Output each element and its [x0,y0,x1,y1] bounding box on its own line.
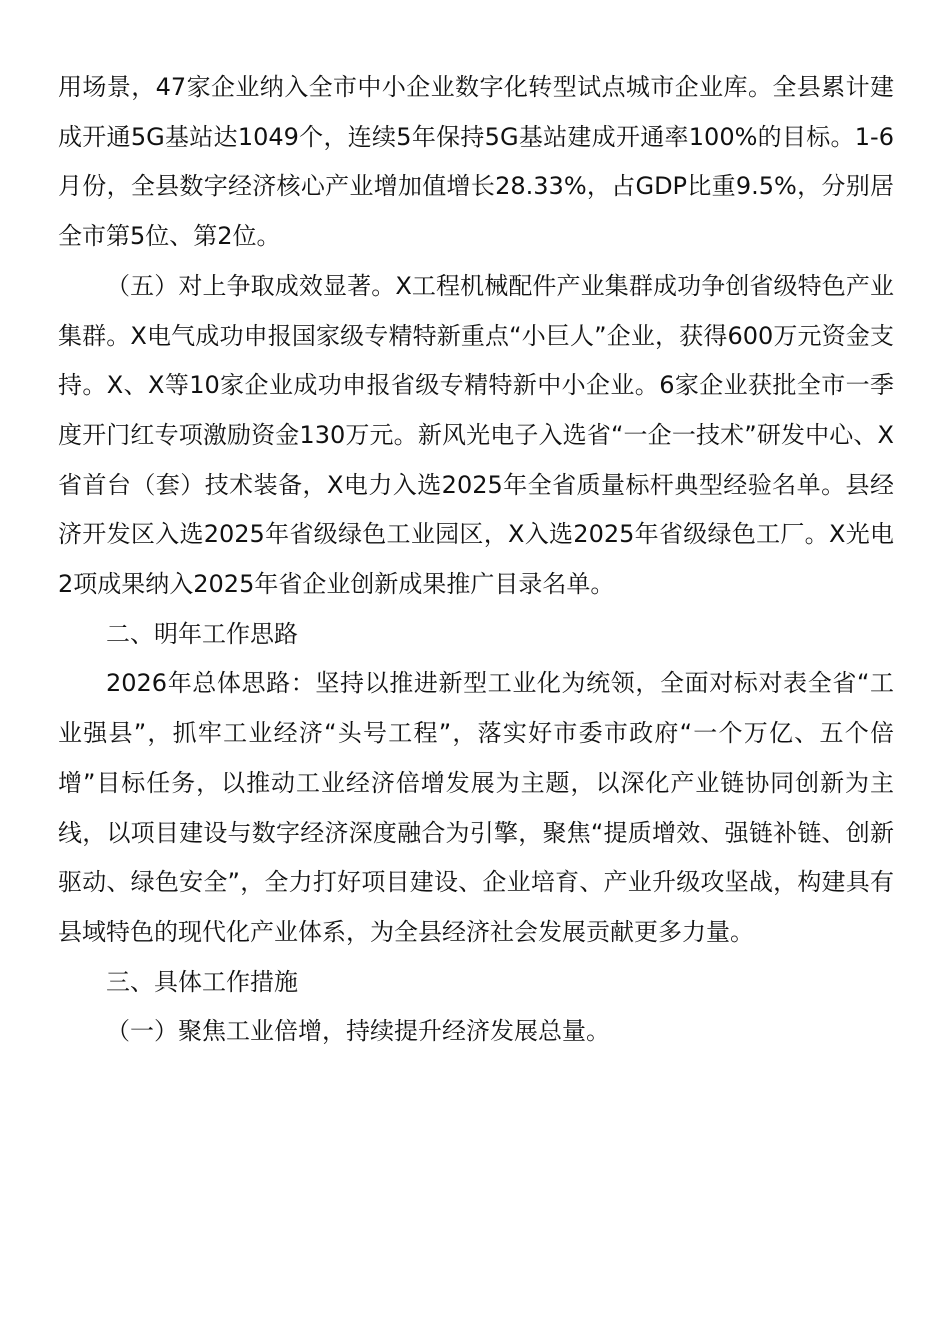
subheading-industrial-doubling: （一）聚焦工业倍增，持续提升经济发展总量。 [106,1017,610,1046]
paragraph-overall-approach: 2026年总体思路：坚持以推进新型工业化为统领，全面对标对表全省“工业强县”，抓牢工业经济“头号工程”，落实好市委市政府“一个万亿、五个倍增”目标任务，以推动工业经济倍增发展为主题，以深化产业链协同创新为主线，以项目建设与数字经济深度融合为引擎，聚焦“提质增效、强链补链、创新驱动、绿色安全”，全力打好项目建设、企业培育、产业升级攻坚战，构建具有县域特色的现代化产业体系，为全县经济社会发展贡献更多力量。 [58,669,894,946]
section-heading-measures: 三、具体工作措施 [106,967,298,996]
document-page [58,63,894,1057]
paragraph-funding-achievements: （五）对上争取成效显著。X工程机械配件产业集群成功争创省级特色产业集群。X电气成功申报国家级专精特新重点“小巨人”企业，获得600万元资金支持。X、X等10家企业成功申报省级专精特新中小企业。6家企业获批全市一季度开门红专项激励资金130万元。新风光电子入选省“一企一技术”研发中心、X省首台（套）技术装备，X电力入选2025年全省质量标杆典型经验名单。县经济开发区入选2025年省级绿色工业园区，X入选2025年省级绿色工厂。X光电2项成果纳入2025年省企业创新成果推广目录名单。 [58,271,894,599]
paragraph-digital-economy: 用场景，47家企业纳入全市中小企业数字化转型试点城市企业库。全县累计建成开通5G基站达1049个，连续5年保持5G基站建成开通率100%的目标。1-6月份，全县数字经济核心产业增加值增长28.33%，占GDP比重9.5%，分别居全市第5位、第2位。 [58,73,894,251]
section-heading-next-year: 二、明年工作思路 [106,619,298,648]
